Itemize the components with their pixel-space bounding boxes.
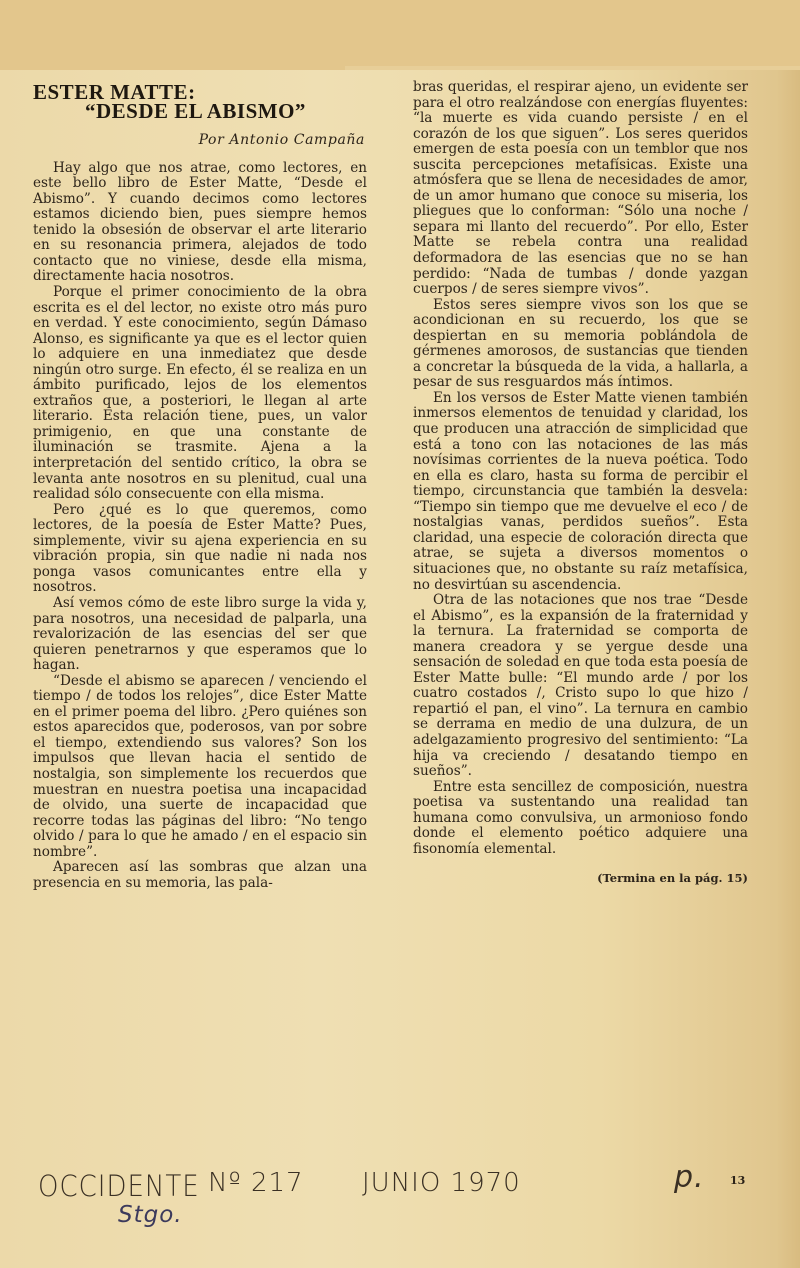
paragraph: Hay algo que nos atrae, como lectores, en este bello libro de Ester Matte, “Desde el Abismo”. Y cuando decimos como lectores estamos diciendo bien, pues siempre hemos tenido la obsesión de observar el arte literario en su resonancia primera, alejados de todo contacto que no viniese, desde ella misma, directamente hacia nosotros. xyxy=(33,159,367,285)
paragraph: Así vemos cómo de este libro surge la vida y, para nosotros, una necesidad de palparla, una revalorización de las esencias del ser que quieren penetrarnos y que esperamos que lo hagan. xyxy=(33,594,367,674)
handwritten-issue: Nº 217 xyxy=(208,1168,304,1198)
right-column xyxy=(413,80,748,887)
paragraph: En los versos de Ester Matte vienen también inmersos elementos de tenuidad y claridad, los que producen una atracción de simplicidad que está a tono con las notaciones de las más novísimas corrientes de la nueva poética. Todo en ella es claro, hasta su forma de percibir el tiempo, circunstancia que también la desvela: “Tiempo sin tiempo que me devuelve el eco / de nostalgias vanas, perdidos sueños”. Esta claridad, una especie de coloración directa que atrae, se sujeta a diversos momentos o situaciones que, no obstante su raíz metafísica, no desvirtúan su ascendencia. xyxy=(413,389,748,593)
byline: Por Antonio Campaña xyxy=(198,132,365,149)
handwritten-city: Stgo. xyxy=(118,1202,183,1228)
magazine-page xyxy=(0,70,800,1268)
handwritten-page-mark: p. xyxy=(674,1160,705,1195)
paragraph: Estos seres siempre vivos son los que se acondicionan en su recuerdo, los que se despiertan en su memoria poblándola de gérmenes amorosos, de sustancias que tienden a concretar la búsqueda de la vida, a hallarla, a pesar de sus resguardos más íntimos. xyxy=(413,296,748,391)
scan-top-margin xyxy=(0,0,800,70)
paragraph: Pero ¿qué es lo que queremos, como lectores, de la poesía de Ester Matte? Pues, simplemente, vivir su ajena experiencia en su vibración propia, sin que nadie ni nada nos ponga vasos comunicantes entre ella y nosotros. xyxy=(33,501,367,596)
page-number: 13 xyxy=(730,1174,746,1187)
paragraph: Porque el primer conocimiento de la obra escrita es el del lector, no existe otro más puro en verdad. Y este conocimiento, según Dámaso Alonso, es significante ya que es el lector quien lo adquiere en una inmediatez que desde ningún otro surge. En efecto, él se realiza en un ámbito purificado, lejos de los elementos extraños que, a posteriori, le llegan al arte literario. Esta relación tiene, pues, un valor primigenio, en que una constante de iluminación se trasmite. Ajena a la interpretación del sentido crítico, la obra se levanta ante nosotros en su plenitud, cual una realidad sólo consecuente con ella misma. xyxy=(33,284,367,503)
paragraph: Entre esta sencillez de composición, nuestra poetisa va sustentando una realidad tan humana como convulsiva, un armonioso fondo donde el elemento poético adquiere una fisonomía elemental. xyxy=(413,778,748,857)
paragraph: Aparecen así las sombras que alzan una presencia en su memoria, las pala- xyxy=(33,859,367,891)
continuation-note: (Termina en la pág. 15) xyxy=(597,871,748,886)
left-column xyxy=(33,70,367,891)
article-title-line1: ESTER MATTE: xyxy=(33,80,196,104)
paragraph: “Desde el abismo se aparecen / venciendo el tiempo / de todos los relojes”, dice Ester Matte en el primer poema del libro. ¿Pero quiénes son estos aparecidos que, poderosos, van por sobre el tiempo, extendiendo sus valores? Son los impulsos que llevan hacia el sentido de nostalgia, son simplemente los recuerdos que muestran en nuestra poetisa una incapacidad de olvido, una suerte de incapacidad que recorre todas las páginas del libro: “No tengo olvido / para lo que he amado / en el espacio sin nombre”. xyxy=(33,672,367,860)
article-title-line2: “DESDE EL ABISMO” xyxy=(85,98,306,123)
handwritten-annotation xyxy=(0,1150,800,1268)
handwritten-publication: OCCIDENTE xyxy=(38,1170,200,1204)
handwritten-date: JUNIO 1970 xyxy=(362,1168,521,1198)
paragraph-continuation: bras queridas, el respirar ajeno, un evidente ser para el otro realzándose con energías fluyentes: “la muerte es vida cuando persiste / en el corazón de los que siguen”. Los seres queridos emergen de esta poesía con un temblor que nos suscita percepciones metafísicas. Existe una atmósfera que se llena de necesidades de amor, de un amor humano que conoce su miseria, los pliegues que lo conforman: “Sólo una noche / separa mi llanto del recuerdo”. Por ello, Ester Matte se rebela contra una realidad deformadora de las esencias que no se han perdido: “Nada de tumbas / donde yazgan cuerpos / de seres siempre vivos”. xyxy=(413,79,748,298)
paragraph: Otra de las notaciones que nos trae “Desde el Abismo”, es la expansión de la fraternidad y la ternura. La fraternidad se comporta de manera creadora y se yergue desde una sensación de soledad en que toda esta poesía de Ester Matte bulle: “El mundo arde / por los cuatro costados /, Cristo supo lo que hizo / repartió el pan, el vino”. La ternura en cambio se derrama en medio de una dulzura, de un adelgazamiento progresivo del sentimiento: “La hija va creciendo / desatando tiempo en sueños”. xyxy=(413,592,748,780)
